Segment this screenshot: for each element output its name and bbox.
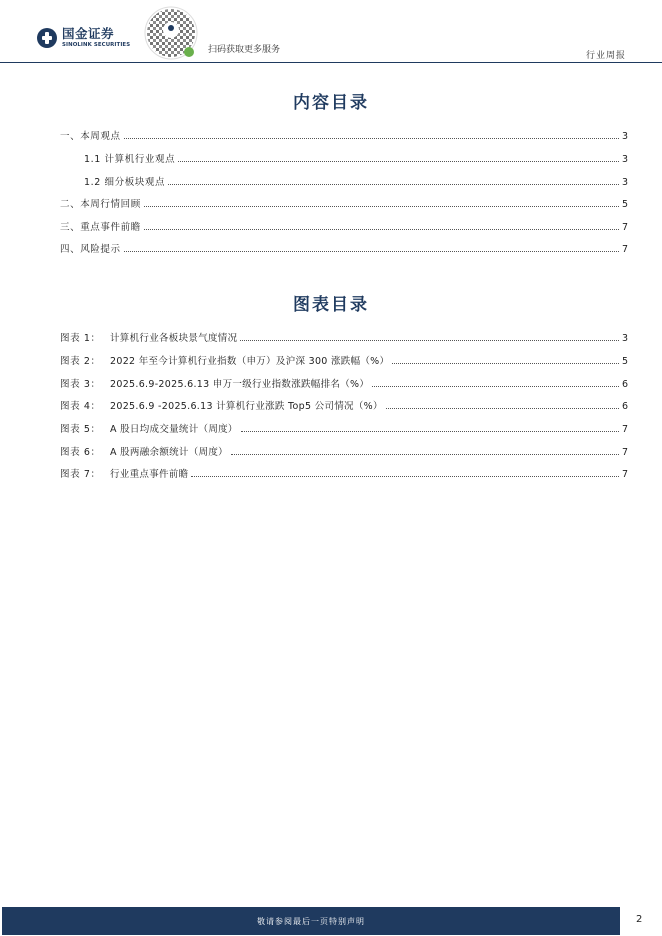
toc-leader	[386, 407, 619, 409]
toc-leader	[240, 339, 619, 341]
toc-item-text: 一、本周观点	[60, 131, 121, 142]
page-number: 2	[636, 914, 643, 925]
toc-leader	[144, 205, 619, 207]
company-logo	[36, 27, 130, 49]
figure-item-page: 3	[621, 333, 628, 344]
figure-item-label: 图表 4：	[60, 401, 101, 412]
header-divider	[0, 62, 662, 63]
toc-leader	[124, 250, 619, 252]
figure-item[interactable]	[60, 376, 628, 390]
toc-leader	[392, 362, 619, 364]
toc-leader	[168, 183, 619, 185]
figure-item-text: 2025.6.9-2025.6.13 申万一级行业指数涨跌幅排名（%）	[110, 379, 370, 390]
toc-leader	[191, 475, 619, 477]
toc-item-page: 3	[621, 177, 628, 188]
figure-item-text: 2022 年至今计算机行业指数（申万）及沪深 300 涨跌幅（%）	[110, 356, 390, 367]
qr-code-icon[interactable]	[144, 6, 198, 60]
toc-leader	[231, 453, 619, 455]
figure-item-page: 7	[621, 447, 628, 458]
toc-item-page: 5	[621, 199, 628, 210]
toc-item[interactable]	[60, 241, 628, 255]
figure-item-label: 图表 1：	[60, 333, 101, 344]
toc-item-text: 二、本周行情回顾	[60, 199, 141, 210]
figure-item-text: A 股日均成交量统计（周度）	[110, 424, 238, 435]
figure-item[interactable]	[60, 353, 628, 367]
toc-item[interactable]	[84, 151, 628, 165]
logo-mark-icon	[36, 27, 58, 49]
figure-item[interactable]	[60, 421, 628, 435]
toc-title: 内容目录	[293, 93, 369, 113]
toc-item-page: 7	[621, 222, 628, 233]
figure-item-page: 7	[621, 424, 628, 435]
logo-name-en: SINOLINK SECURITIES	[62, 41, 131, 48]
figure-item-label: 图表 7：	[60, 469, 101, 480]
figure-item-label: 图表 2：	[60, 356, 101, 367]
figure-item-page: 6	[621, 379, 628, 390]
report-type-label: 行业周报	[585, 51, 626, 61]
toc-item-text: 三、重点事件前瞻	[60, 222, 141, 233]
toc-leader	[144, 228, 619, 230]
figure-list-title: 图表目录	[293, 295, 369, 315]
figure-item[interactable]	[60, 330, 628, 344]
toc-leader	[178, 160, 619, 162]
footer-disclaimer-text: 敬请参阅最后一页特别声明	[257, 916, 365, 926]
toc-item-text: 1.2 细分板块观点	[84, 177, 166, 188]
page-header	[0, 0, 662, 64]
toc-leader	[241, 430, 619, 432]
toc-item-page: 7	[621, 244, 628, 255]
qr-label: 扫码获取更多服务	[208, 45, 281, 55]
figure-item-page: 7	[621, 469, 628, 480]
toc-item-text: 四、风险提示	[60, 244, 121, 255]
toc-item[interactable]	[60, 219, 628, 233]
figure-item-label: 图表 6：	[60, 447, 101, 458]
figure-item[interactable]	[60, 444, 628, 458]
toc-item-page: 3	[621, 131, 628, 142]
figure-item-text: 计算机行业各板块景气度情况	[110, 333, 238, 344]
figure-item[interactable]	[60, 466, 628, 480]
figure-item-label: 图表 3：	[60, 379, 101, 390]
toc-item-page: 3	[621, 154, 628, 165]
figure-item-label: 图表 5：	[60, 424, 101, 435]
toc-leader	[372, 385, 619, 387]
footer-disclaimer-bar	[2, 907, 620, 935]
toc-item[interactable]	[60, 196, 628, 210]
toc-item-text: 1.1 计算机行业观点	[84, 154, 176, 165]
figure-item[interactable]	[60, 398, 628, 412]
figure-item-page: 6	[621, 401, 628, 412]
figure-item-text: A 股两融余额统计（周度）	[110, 447, 228, 458]
figure-item-text: 2025.6.9 -2025.6.13 计算机行业涨跌 Top5 公司情况（%）	[110, 401, 383, 412]
toc-item[interactable]	[60, 128, 628, 142]
figure-item-page: 5	[621, 356, 628, 367]
figure-item-text: 行业重点事件前瞻	[110, 469, 189, 480]
toc-leader	[124, 137, 619, 139]
toc-item[interactable]	[84, 174, 628, 188]
logo-name-cn: 国金证券	[62, 26, 115, 42]
